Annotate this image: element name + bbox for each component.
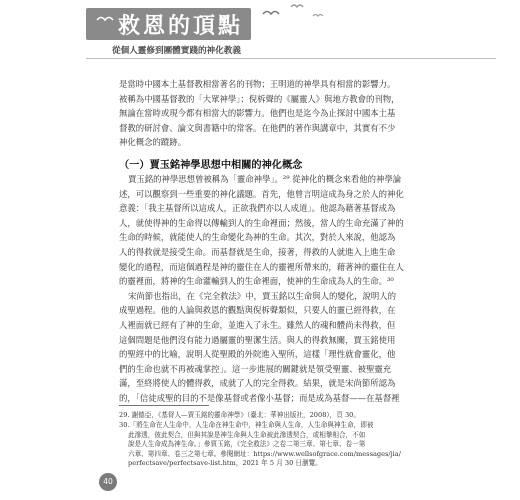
text-line: 生命的時候，就能使人的生命變化為神的生命。其次，對於人來說，他認為 bbox=[119, 232, 396, 243]
section-heading: （一）賈玉銘神學思想中相關的神化概念 bbox=[119, 160, 303, 171]
text-line: 宋尚節也指出，在《完全救法》中，賈玉銘以生命與人的變化，說明人的 bbox=[128, 290, 396, 301]
text-line: 成聖過程。他的人論與救恩的觀點與倪柝聲類似，只要人的靈已經得救，在 bbox=[119, 305, 396, 316]
footnote-line: 六章、第四章、卷三之第七章。參閱網址：https://www.wellsofgrace.com/messages/jia/ bbox=[128, 449, 401, 458]
footnote-line: perfectsave/perfectsave-list.htm，2021 年 5 月 30 日瀏覽。 bbox=[128, 459, 322, 467]
bird-icon bbox=[290, 2, 304, 10]
text-line: 這個問題是他們沒有能力過屬靈的聖潔生活。與人的得救無關，賈玉銘使用 bbox=[119, 334, 396, 345]
text-line: 人的得救就是接受生命。而基督就是生命，接著，得救的人就進入上進生命 bbox=[119, 247, 396, 257]
bird-icon bbox=[312, 12, 324, 19]
book-title: 救恩的頂點 bbox=[118, 14, 244, 39]
text-line: 變化的過程，而這個過程是神的靈住在人的靈裡所帶來的，藉著神的靈住在人 bbox=[119, 261, 404, 272]
text-line: 神化概念的蹤跡。 bbox=[119, 137, 186, 148]
header-divider bbox=[86, 58, 496, 59]
bird-icon bbox=[262, 8, 280, 18]
text-line: 是當時中國本土基督教相當著名的刊物；王明道的神學具有相當的影響力。 bbox=[119, 79, 396, 89]
text-line: 人裡面就已經有了神的生命，並進入了永生。雖然人的魂和體尚未得救，但 bbox=[119, 320, 396, 330]
footnote-line: 29. 謝德亞，《基督人—賈玉銘的靈命神學》（臺北：華神出版社，2008），頁 30。 bbox=[119, 411, 360, 419]
text-line: 督教的研討會、論文與書籍中的常客。在他們的著作與講章中，其實有不少 bbox=[119, 122, 396, 133]
text-line: 被稱為中國基督教的「大眾神學」；倪柝聲的《屬靈人》與地方教會的刊物， bbox=[119, 93, 400, 104]
bird-icon bbox=[96, 14, 114, 24]
running-header bbox=[0, 0, 520, 62]
text-line: 的，「信徒成聖的目的不是像基督或者像小基督；而是成為基督——在基督裡 bbox=[119, 393, 400, 403]
footnote-line: 說是人生命成為神生命。」參賈玉銘，《完全救法》之卷二第三章、第七章、卷一第 bbox=[128, 440, 366, 448]
text-line: 的聖經中的比喻，說明人從聖殿的外院進入聖所，這樣「理性就會靈化，他 bbox=[119, 349, 396, 360]
footnote-divider bbox=[119, 405, 209, 406]
footnote-line: 此滲透，彼此契合，但與其說是神生命與人生命被此滲透契合，或相摯相合，不如 bbox=[128, 430, 366, 439]
text-line: 意義：「我主基督所以這成人，正欲我們亦以人成道」。他認為藉著基督成為 bbox=[119, 203, 396, 214]
text-line: 的靈裡面，將神的生命灌輸到人的生命裡面，使神的生命成為人的生命。³⁰ bbox=[119, 276, 394, 287]
text-line: 述，可以觀察到一些重要的神化議題。首先，他曾言明這成為身之於人的神化 bbox=[119, 188, 404, 199]
footnote-line: 30.「將生命在人生命中，人生命在神生命中，神生命與人生命，人生命與神生命，即被 bbox=[119, 421, 374, 429]
text-line: 賈玉銘的神學思想曾被稱為「靈命神學」。²⁹ 從神化的概念來看他的神學論 bbox=[128, 174, 402, 184]
text-line: 滿，至終將使人的體得救，成就了人的完全得救。結果，就是宋尚節所認為 bbox=[119, 378, 396, 389]
text-line: 人，就使得神的生命得以傳輸到人的生命裡面；然後，當人的生命充滿了神的 bbox=[119, 217, 404, 228]
page-number: 40 bbox=[99, 473, 117, 491]
text-line: 們的生命也就不再被魂掌控」。這一步進展的關鍵就是領受聖靈、被聖靈充 bbox=[119, 363, 392, 374]
text-line: 無論在當時或現今都有相當大的影響力。他們也是迄今為止探討中國本土基 bbox=[119, 108, 396, 119]
book-subtitle: 從個人靈修到團體實踐的神化教義 bbox=[112, 46, 241, 56]
